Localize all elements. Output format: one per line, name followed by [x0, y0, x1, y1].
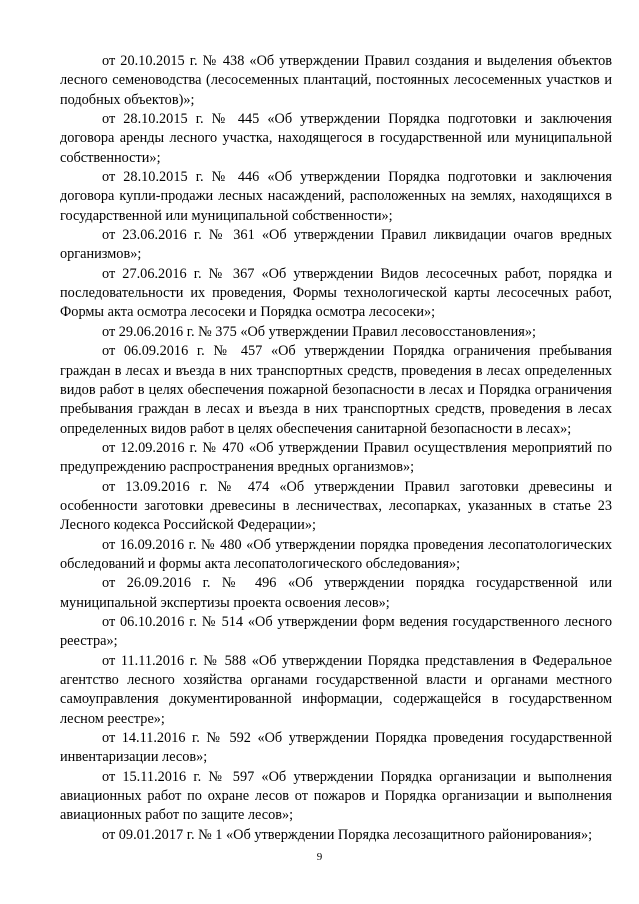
- list-item: от 06.09.2016 г. № 457 «Об утверждении Порядка ограничения пребывания граждан в лесах и въезда в них транспортных средств, проведения в лесах определенных видов работ в целях обеспечения пожарной безопасности в лесах и Порядка ограничения пребывания граждан в лесах и въезда в них транспортных средств, проведения в лесах определенных видов работ в целях обеспечения санитарной безопасности в лесах»;: [60, 343, 612, 437]
- list-item: от 26.09.2016 г. № 496 «Об утверждении порядка государственной или муниципальной экспертизы проекта освоения лесов»;: [60, 575, 612, 611]
- list-item: от 29.06.2016 г. № 375 «Об утверждении Правил лесовосстановления»;: [102, 323, 536, 340]
- list-item: от 11.11.2016 г. № 588 «Об утверждении Порядка представления в Федеральное агентство лесного хозяйства органами государственной власти и органами местного самоуправления документированной информации, содержащейся в государственном лесном реестре»;: [60, 652, 612, 727]
- document-body: [60, 52, 612, 845]
- list-item: от 09.01.2017 г. № 1 «Об утверждении Порядка лесозащитного районирования»;: [102, 826, 593, 843]
- list-item: от 14.11.2016 г. № 592 «Об утверждении Порядка проведения государственной инвентаризации лесов»;: [60, 730, 612, 766]
- list-item: от 13.09.2016 г. № 474 «Об утверждении Правил заготовки древесины и особенности заготовки древесины в лесничествах, лесопарках, указанных в статье 23 Лесного кодекса Российской Федерации»;: [60, 478, 612, 534]
- list-item: от 28.10.2015 г. № 445 «Об утверждении Порядка подготовки и заключения договора аренды лесного участка, находящегося в государственной или муниципальной собственности»;: [60, 111, 612, 166]
- page-number: 9: [316, 851, 323, 863]
- list-item: от 23.06.2016 г. № 361 «Об утверждении Правил ликвидации очагов вредных организмов»;: [60, 227, 612, 263]
- list-item: от 06.10.2016 г. № 514 «Об утверждении форм ведения государственного лесного реестра»;: [60, 613, 612, 650]
- list-item: от 15.11.2016 г. № 597 «Об утверждении Порядка организации и выполнения авиационных работ по охране лесов от пожаров и Порядка организации и выполнения авиационных работ по защите лесов»;: [60, 768, 612, 824]
- list-item: от 16.09.2016 г. № 480 «Об утверждении порядка проведения лесопатологических обследований и формы акта лесопатологического обследования»;: [60, 536, 612, 572]
- list-item: от 20.10.2015 г. № 438 «Об утверждении Правил создания и выделения объектов лесного семеноводства (лесосеменных плантаций, постоянных лесосеменных участков и подобных объектов)»;: [60, 53, 612, 108]
- list-item: от 27.06.2016 г. № 367 «Об утверждении Видов лесосечных работ, порядка и последовательности их проведения, Формы технологической карты лесосечных работ, Формы акта осмотра лесосеки и Порядка осмотра лесосеки»;: [60, 265, 612, 321]
- list-item: от 12.09.2016 г. № 470 «Об утверждении Правил осуществления мероприятий по предупреждению распространения вредных организмов»;: [60, 439, 612, 476]
- list-item: от 28.10.2015 г. № 446 «Об утверждении Порядка подготовки и заключения договора купли-продажи лесных насаждений, расположенных на землях, находящихся в государственной или муниципальной собственности»;: [60, 169, 612, 224]
